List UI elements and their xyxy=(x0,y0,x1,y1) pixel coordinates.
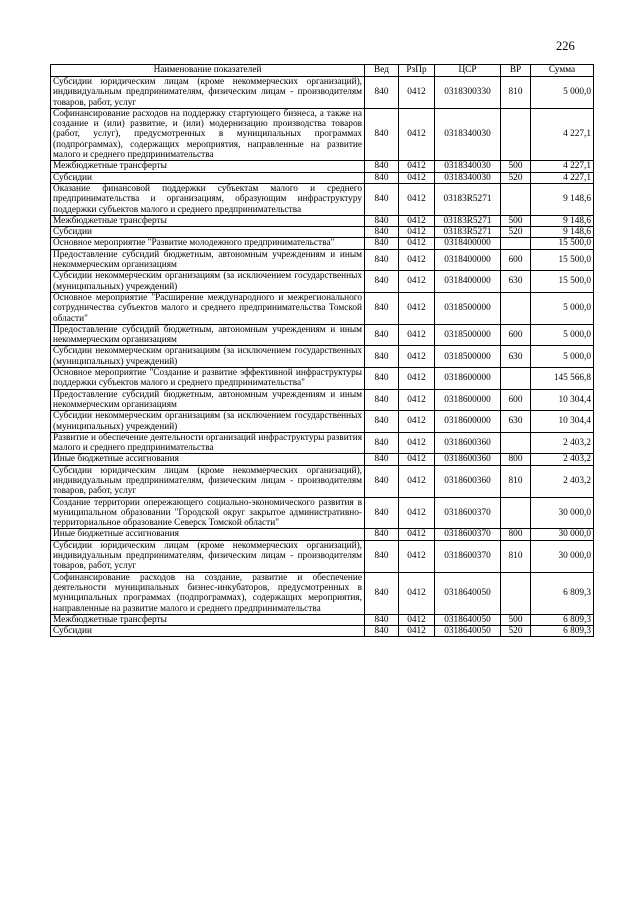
cell-rzpr: 0412 xyxy=(399,227,435,238)
cell-sum: 9 148,6 xyxy=(531,227,594,238)
cell-rzpr: 0412 xyxy=(399,626,435,637)
cell-name: Иные бюджетные ассигнования xyxy=(51,529,365,540)
table-row xyxy=(51,77,594,109)
table-row xyxy=(51,346,594,368)
cell-vr: 810 xyxy=(501,540,531,572)
cell-rzpr: 0412 xyxy=(399,411,435,433)
cell-vr xyxy=(501,368,531,390)
table-row xyxy=(51,227,594,238)
table-header-row xyxy=(51,65,594,77)
header-ved: Вед xyxy=(365,65,399,77)
cell-csr: 0318340030 xyxy=(435,172,501,183)
cell-sum: 30 000,0 xyxy=(531,540,594,572)
header-rzpr: РзПр xyxy=(399,65,435,77)
cell-vr: 500 xyxy=(501,215,531,226)
cell-vr: 600 xyxy=(501,389,531,411)
cell-csr: 0318640050 xyxy=(435,572,501,614)
cell-ved: 840 xyxy=(365,540,399,572)
cell-sum: 4 227,1 xyxy=(531,172,594,183)
header-vr: ВР xyxy=(501,65,531,77)
cell-name: Субсидии некоммерческим организациям (за исключением государственных (муниципальных) учреждений) xyxy=(51,346,365,368)
cell-name: Субсидии юридическим лицам (кроме некоммерческих организаций), индивидуальным предпринимателям, физическим лицам - производителям товаров, работ, услуг xyxy=(51,540,365,572)
cell-ved: 840 xyxy=(365,465,399,497)
table-row xyxy=(51,614,594,625)
cell-csr: 03183R5271 xyxy=(435,215,501,226)
cell-csr: 0318600370 xyxy=(435,540,501,572)
table-row xyxy=(51,161,594,172)
cell-name: Субсидии юридическим лицам (кроме некоммерческих организаций), индивидуальным предпринимателям, физическим лицам - производителям товаров, работ, услуг xyxy=(51,77,365,109)
table-row xyxy=(51,626,594,637)
cell-name: Межбюджетные трансферты xyxy=(51,161,365,172)
cell-ved: 840 xyxy=(365,271,399,293)
cell-sum: 15 500,0 xyxy=(531,271,594,293)
table-row xyxy=(51,324,594,346)
cell-rzpr: 0412 xyxy=(399,183,435,215)
cell-rzpr: 0412 xyxy=(399,497,435,529)
cell-vr xyxy=(501,572,531,614)
cell-ved: 840 xyxy=(365,249,399,271)
cell-csr: 0318600360 xyxy=(435,454,501,465)
cell-sum: 6 809,3 xyxy=(531,614,594,625)
cell-name: Межбюджетные трансферты xyxy=(51,614,365,625)
cell-sum: 6 809,3 xyxy=(531,572,594,614)
cell-csr: 0318400000 xyxy=(435,238,501,249)
cell-name: Субсидии xyxy=(51,227,365,238)
cell-name: Предоставление субсидий бюджетным, автономным учреждениям и иным некоммерческим организациям xyxy=(51,389,365,411)
table-row xyxy=(51,497,594,529)
cell-rzpr: 0412 xyxy=(399,161,435,172)
cell-vr xyxy=(501,497,531,529)
cell-vr xyxy=(501,108,531,160)
cell-csr: 0318340030 xyxy=(435,161,501,172)
cell-rzpr: 0412 xyxy=(399,346,435,368)
cell-rzpr: 0412 xyxy=(399,572,435,614)
table-row xyxy=(51,215,594,226)
cell-sum: 6 809,3 xyxy=(531,626,594,637)
cell-rzpr: 0412 xyxy=(399,432,435,454)
cell-csr: 0318500000 xyxy=(435,324,501,346)
cell-csr: 0318600000 xyxy=(435,389,501,411)
cell-name: Основное мероприятие "Развитие молодежного предпринимательства" xyxy=(51,238,365,249)
cell-ved: 840 xyxy=(365,572,399,614)
cell-rzpr: 0412 xyxy=(399,465,435,497)
cell-rzpr: 0412 xyxy=(399,238,435,249)
cell-vr: 520 xyxy=(501,626,531,637)
table-row xyxy=(51,465,594,497)
cell-ved: 840 xyxy=(365,389,399,411)
cell-name: Иные бюджетные ассигнования xyxy=(51,454,365,465)
cell-vr xyxy=(501,432,531,454)
table-row xyxy=(51,572,594,614)
table-row xyxy=(51,292,594,324)
cell-ved: 840 xyxy=(365,172,399,183)
cell-csr: 0318340030 xyxy=(435,108,501,160)
cell-vr: 800 xyxy=(501,454,531,465)
cell-name: Субсидии некоммерческим организациям (за исключением государственных (муниципальных) учреждений) xyxy=(51,271,365,293)
cell-rzpr: 0412 xyxy=(399,389,435,411)
cell-vr: 810 xyxy=(501,465,531,497)
cell-rzpr: 0412 xyxy=(399,77,435,109)
cell-csr: 0318500000 xyxy=(435,346,501,368)
cell-ved: 840 xyxy=(365,626,399,637)
cell-sum: 2 403,2 xyxy=(531,465,594,497)
header-sum: Сумма xyxy=(531,65,594,77)
table-row xyxy=(51,108,594,160)
cell-ved: 840 xyxy=(365,497,399,529)
cell-csr: 0318300330 xyxy=(435,77,501,109)
cell-rzpr: 0412 xyxy=(399,172,435,183)
table-row xyxy=(51,540,594,572)
table-row xyxy=(51,529,594,540)
cell-sum: 4 227,1 xyxy=(531,161,594,172)
cell-ved: 840 xyxy=(365,183,399,215)
table-row xyxy=(51,389,594,411)
cell-csr: 0318640050 xyxy=(435,614,501,625)
cell-sum: 4 227,1 xyxy=(531,108,594,160)
cell-name: Основное мероприятие "Расширение международного и межрегионального сотрудничества субъектов малого и среднего предпринимательства Томской области" xyxy=(51,292,365,324)
cell-sum: 145 566,8 xyxy=(531,368,594,390)
cell-rzpr: 0412 xyxy=(399,108,435,160)
cell-rzpr: 0412 xyxy=(399,215,435,226)
cell-vr: 520 xyxy=(501,172,531,183)
cell-ved: 840 xyxy=(365,292,399,324)
cell-name: Развитие и обеспечение деятельности организаций инфраструктуры развития малого и среднего предпринимательства xyxy=(51,432,365,454)
cell-ved: 840 xyxy=(365,529,399,540)
cell-vr xyxy=(501,238,531,249)
cell-sum: 5 000,0 xyxy=(531,346,594,368)
cell-ved: 840 xyxy=(365,324,399,346)
cell-csr: 03183R5271 xyxy=(435,183,501,215)
cell-ved: 840 xyxy=(365,238,399,249)
header-csr: ЦСР xyxy=(435,65,501,77)
cell-name: Субсидии xyxy=(51,172,365,183)
cell-vr: 630 xyxy=(501,271,531,293)
table-row xyxy=(51,368,594,390)
cell-sum: 2 403,2 xyxy=(531,432,594,454)
cell-rzpr: 0412 xyxy=(399,540,435,572)
cell-name: Предоставление субсидий бюджетным, автономным учреждениям и иным некоммерческим организациям xyxy=(51,249,365,271)
cell-csr: 0318600370 xyxy=(435,529,501,540)
cell-rzpr: 0412 xyxy=(399,324,435,346)
cell-csr: 0318600370 xyxy=(435,497,501,529)
cell-vr: 630 xyxy=(501,346,531,368)
cell-ved: 840 xyxy=(365,368,399,390)
table-row xyxy=(51,454,594,465)
budget-table xyxy=(50,64,594,637)
cell-name: Оказание финансовой поддержки субъектам малого и среднего предпринимательства и организациям, образующим инфраструктуру поддержки субъектов малого и среднего предпринимательства xyxy=(51,183,365,215)
cell-csr: 0318400000 xyxy=(435,249,501,271)
cell-vr: 800 xyxy=(501,529,531,540)
cell-vr: 500 xyxy=(501,161,531,172)
cell-ved: 840 xyxy=(365,432,399,454)
cell-name: Софинансирование расходов на создание, развитие и обеспечение деятельности муниципальных бизнес-инкубаторов, предусмотренных в муниципальных программах (подпрограммах), содержащих мероприятия, направленные на развитие малого и среднего предпринимательства xyxy=(51,572,365,614)
cell-ved: 840 xyxy=(365,614,399,625)
cell-name: Субсидии xyxy=(51,626,365,637)
cell-ved: 840 xyxy=(365,454,399,465)
cell-name: Основное мероприятие "Создание и развитие эффективной инфраструктуры поддержки субъектов малого и среднего предпринимательства" xyxy=(51,368,365,390)
table-row xyxy=(51,249,594,271)
cell-rzpr: 0412 xyxy=(399,529,435,540)
table-row xyxy=(51,271,594,293)
cell-sum: 15 500,0 xyxy=(531,238,594,249)
cell-vr: 600 xyxy=(501,324,531,346)
cell-csr: 0318640050 xyxy=(435,626,501,637)
cell-rzpr: 0412 xyxy=(399,454,435,465)
cell-vr xyxy=(501,183,531,215)
cell-ved: 840 xyxy=(365,346,399,368)
cell-sum: 30 000,0 xyxy=(531,497,594,529)
cell-csr: 0318600360 xyxy=(435,465,501,497)
cell-vr xyxy=(501,292,531,324)
cell-sum: 9 148,6 xyxy=(531,215,594,226)
cell-name: Субсидии некоммерческим организациям (за исключением государственных (муниципальных) учреждений) xyxy=(51,411,365,433)
cell-csr: 0318600000 xyxy=(435,411,501,433)
cell-name: Создание территории опережающего социально-экономического развития в муниципальном образовании "Городской округ закрытое административно-территориальное образование Северск Томской области" xyxy=(51,497,365,529)
table-row xyxy=(51,411,594,433)
header-name: Наименование показателей xyxy=(51,65,365,77)
cell-sum: 5 000,0 xyxy=(531,292,594,324)
cell-name: Предоставление субсидий бюджетным, автономным учреждениям и иным некоммерческим организациям xyxy=(51,324,365,346)
cell-rzpr: 0412 xyxy=(399,614,435,625)
cell-sum: 9 148,6 xyxy=(531,183,594,215)
cell-ved: 840 xyxy=(365,77,399,109)
table-row xyxy=(51,183,594,215)
cell-name: Софинансирование расходов на поддержку стартующего бизнеса, а также на создание и (или) развитие, и (или) модернизацию производства товаров (работ, услуг), предусмотренных в муниципальных программах (подпрограммах), содержащих мероприятия, направленные на развитие малого и среднего предпринимательства xyxy=(51,108,365,160)
cell-vr: 810 xyxy=(501,77,531,109)
cell-sum: 2 403,2 xyxy=(531,454,594,465)
cell-vr: 500 xyxy=(501,614,531,625)
table-row xyxy=(51,238,594,249)
page-number: 226 xyxy=(556,39,575,53)
cell-csr: 0318600360 xyxy=(435,432,501,454)
cell-vr: 600 xyxy=(501,249,531,271)
cell-rzpr: 0412 xyxy=(399,249,435,271)
cell-ved: 840 xyxy=(365,215,399,226)
cell-sum: 10 304,4 xyxy=(531,411,594,433)
cell-sum: 5 000,0 xyxy=(531,77,594,109)
cell-name: Межбюджетные трансферты xyxy=(51,215,365,226)
cell-ved: 840 xyxy=(365,161,399,172)
cell-sum: 30 000,0 xyxy=(531,529,594,540)
cell-name: Субсидии юридическим лицам (кроме некоммерческих организаций), индивидуальным предпринимателям, физическим лицам - производителям товаров, работ, услуг xyxy=(51,465,365,497)
cell-sum: 10 304,4 xyxy=(531,389,594,411)
cell-rzpr: 0412 xyxy=(399,368,435,390)
table-row xyxy=(51,432,594,454)
cell-csr: 03183R5271 xyxy=(435,227,501,238)
cell-sum: 5 000,0 xyxy=(531,324,594,346)
cell-ved: 840 xyxy=(365,108,399,160)
cell-csr: 0318400000 xyxy=(435,271,501,293)
cell-sum: 15 500,0 xyxy=(531,249,594,271)
cell-ved: 840 xyxy=(365,227,399,238)
cell-vr: 520 xyxy=(501,227,531,238)
cell-ved: 840 xyxy=(365,411,399,433)
cell-rzpr: 0412 xyxy=(399,271,435,293)
cell-csr: 0318500000 xyxy=(435,292,501,324)
cell-rzpr: 0412 xyxy=(399,292,435,324)
cell-vr: 630 xyxy=(501,411,531,433)
cell-csr: 0318600000 xyxy=(435,368,501,390)
table-row xyxy=(51,172,594,183)
